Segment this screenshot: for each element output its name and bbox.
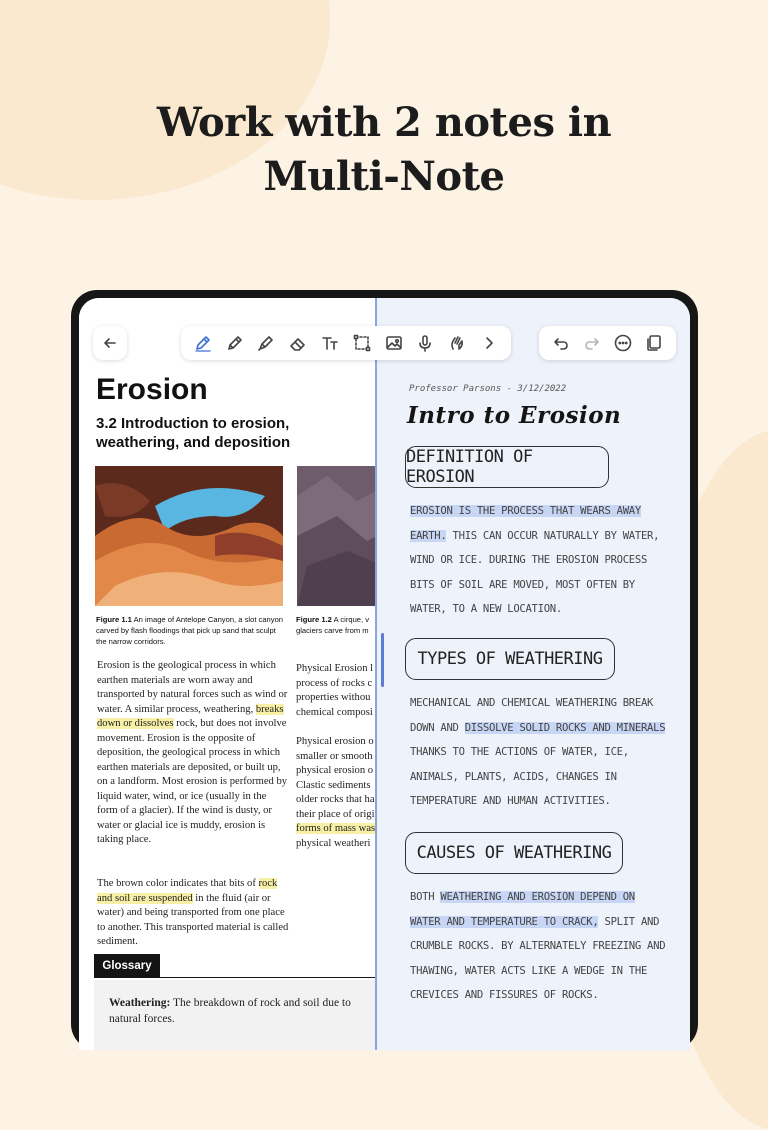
- column2-line: Physical erosion o: [296, 736, 374, 747]
- figure-2-text: A cirque, v glaciers carve from m: [296, 615, 370, 635]
- para2-text-b: in the fluid (air or water) and being transported from one place to another. This transported material is called sediment.: [97, 892, 289, 947]
- sec0-text-b: THIS CAN OCCUR NATURALLY BY WATER, WIND OR ICE. DURING THE EROSION PROCESS BITS OF SOIL ARE MOVED, MOST OFTEN BY WATER, TO A NEW LOCATION.: [410, 529, 660, 615]
- highlight-erosion-definition: EROSION IS THE PROCESS THAT WEARS AWAY EARTH.: [410, 505, 641, 542]
- sec2-text-a: BOTH: [410, 891, 441, 903]
- tablet-screen: [79, 298, 690, 1050]
- column2-line: process of rocks c: [296, 677, 373, 689]
- note-author-date: Professor Parsons - 3/12/2022: [409, 384, 567, 394]
- column2-line: older rocks that ha: [296, 794, 375, 805]
- cirque-photo: [297, 466, 375, 606]
- pencil-icon[interactable]: [224, 332, 246, 354]
- tool-toolbar: [181, 326, 511, 360]
- split-drag-handle[interactable]: [381, 633, 384, 687]
- undo-icon[interactable]: [550, 332, 572, 354]
- erosion-paragraph-1: [97, 659, 289, 848]
- section-text-types: [410, 691, 668, 814]
- section-heading-types: TYPES OF WEATHERING: [405, 638, 615, 680]
- glossary-tab[interactable]: Glossary: [94, 954, 160, 978]
- column2-line: their place of origi: [296, 808, 375, 820]
- section-heading-definition: DEFINITION OF EROSION: [405, 446, 609, 488]
- doc-subtitle: 3.2 Introduction to erosion, weathering, and deposition: [96, 415, 291, 451]
- action-toolbar: [539, 326, 676, 360]
- figure-1-label: Figure 1.1: [96, 615, 132, 624]
- microphone-icon[interactable]: [414, 332, 436, 354]
- column2-line: properties withou: [296, 692, 371, 703]
- right-note-pane[interactable]: [375, 298, 690, 1050]
- pages-icon[interactable]: [643, 332, 665, 354]
- sec2-text-b: SPLIT AND CRUMBLE ROCKS. BY ALTERNATELY FREEZING AND THAWING, WATER ACTS LIKE A WEDGE IN THE CREVICES AND FISSURES OF ROCKS.: [410, 915, 666, 1001]
- headline-line-2: Multi-Note: [263, 153, 505, 200]
- glossary-term: Weathering:: [109, 997, 171, 1009]
- figure-1-text: An image of Antelope Canyon, a slot canyon carved by flash floodings that pick up sand that sculpt the narrow corridors.: [96, 615, 284, 646]
- para2-text-a: The brown color indicates that bits of: [97, 878, 259, 889]
- section-heading-causes: CAUSES OF WEATHERING: [405, 832, 623, 874]
- gesture-icon[interactable]: [446, 332, 468, 354]
- antelope-canyon-photo: [95, 466, 283, 606]
- column2-paragraph-2: [296, 735, 375, 851]
- sec1-text-a: MECHANICAL AND CHEMICAL WEATHERING BREAK DOWN AND: [410, 697, 654, 734]
- highlight-rock-soil: rock and soil are suspended: [97, 878, 278, 904]
- pen-icon[interactable]: [192, 332, 214, 354]
- column2-paragraph-1: [296, 662, 375, 720]
- highlighter-icon[interactable]: [255, 332, 277, 354]
- column2-line: Physical Erosion l: [296, 663, 374, 674]
- figure-1-caption: [96, 614, 286, 647]
- para1-text-b: rock, but does not involve movement. Erosion is the opposite of deposition, the geological process in which earthen materials are deposited, or built up, on a landform. Most erosion is performed by liquid water, wind, or ice (usually in the form of a glacier). If the wind is dusty, or water or glacial ice is muddy, erosion is taking place.: [97, 718, 288, 845]
- chevron-right-icon[interactable]: [478, 332, 500, 354]
- column2-line: physical erosion o: [296, 765, 374, 776]
- text-icon[interactable]: [319, 332, 341, 354]
- eraser-icon[interactable]: [287, 332, 309, 354]
- highlight-weathering-erosion: WEATHERING AND EROSION DEPEND ON WATER AND TEMPERATURE TO CRACK,: [410, 891, 635, 928]
- glossary-definition: The breakdown of rock and soil due to natural forces.: [109, 997, 351, 1025]
- doc-title: Erosion: [96, 373, 208, 406]
- glossary-entry: [109, 995, 369, 1027]
- highlight-breaks-down: breaks down or dissolves: [97, 703, 284, 729]
- column2-line: Clastic sediments: [296, 779, 371, 791]
- image-icon[interactable]: [383, 332, 405, 354]
- highlight-dissolve-rocks: DISSOLVE SOLID ROCKS AND MINERALS: [464, 721, 666, 734]
- column2-line: forms of mass was: [296, 823, 375, 834]
- redo-icon[interactable]: [581, 332, 603, 354]
- tablet-frame: [71, 290, 698, 1050]
- back-arrow-icon: [99, 332, 121, 354]
- headline-line-1: Work with 2 notes in: [156, 99, 612, 146]
- note-title: Intro to Erosion: [407, 402, 622, 429]
- erosion-paragraph-2: [97, 877, 289, 950]
- promo-headline: [0, 96, 768, 204]
- section-text-causes: [410, 885, 668, 1008]
- column2-line: physical weatheri: [296, 837, 371, 849]
- back-button[interactable]: [93, 326, 127, 360]
- section-text-definition: [410, 499, 668, 622]
- para1-text-a: Erosion is the geological process in which earthen materials are worn away and transported by natural forces such as wind or water. A similar process, weathering,: [97, 660, 288, 715]
- more-icon[interactable]: [612, 332, 634, 354]
- sec1-text-b: THANKS TO THE ACTIONS OF WATER, ICE, ANIMALS, PLANTS, ACIDS, CHANGES IN TEMPERATURE AND HUMAN ACTIVITIES.: [410, 746, 629, 807]
- left-note-pane[interactable]: [79, 298, 375, 1050]
- column2-line: chemical composi: [296, 706, 373, 718]
- figure-2-label: Figure 1.2: [296, 615, 332, 624]
- glossary-divider: [94, 977, 375, 978]
- figure-2-caption: [296, 614, 375, 636]
- split-divider[interactable]: [375, 298, 377, 1050]
- lasso-icon[interactable]: [351, 332, 373, 354]
- column2-line: smaller or smooth: [296, 750, 373, 762]
